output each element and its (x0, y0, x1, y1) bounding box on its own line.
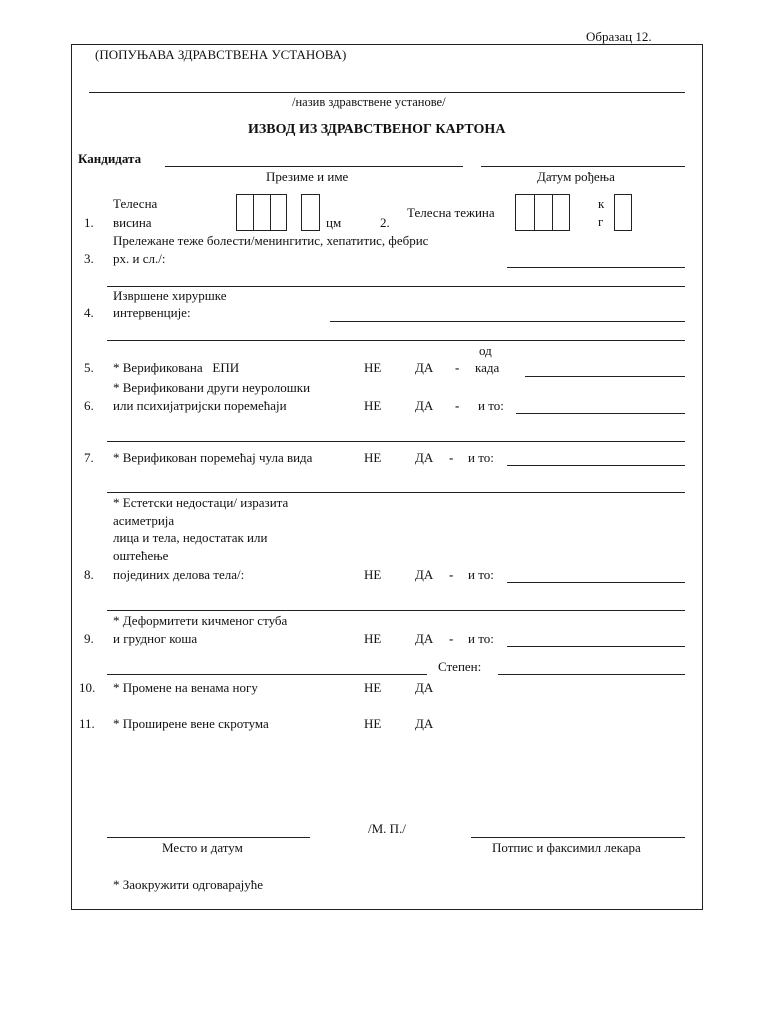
item-6-label-line1: * Верификовани други неуролошки (113, 380, 311, 395)
footnote: * Заокружити одговарајуће (113, 877, 263, 892)
candidate-name-field[interactable] (165, 166, 463, 167)
item-7-yes[interactable]: ДА (415, 450, 434, 465)
item-8-label-line1: * Естетски недостаци/ изразита (113, 495, 289, 510)
filled-by-label: (ПОПУЊАВА ЗДРАВСТВЕНА УСТАНОВА) (95, 47, 347, 62)
item-9-field-2[interactable] (107, 674, 427, 675)
item-3-field-2[interactable] (107, 286, 685, 287)
item-6-dash: - (455, 398, 460, 413)
item-4-label-line1: Извршене хируршке (113, 288, 227, 303)
item-2-label: Телесна тежина (407, 205, 495, 220)
item-8-label-line3: лица и тела, недостатак или (113, 530, 268, 545)
item-4-label-line2: интервенције: (113, 305, 191, 320)
item-9-label-line1: * Деформитети кичменог стуба (113, 613, 288, 628)
item-11-yes[interactable]: ДА (415, 716, 434, 731)
item-9-no[interactable]: НЕ (364, 631, 382, 646)
item-9-label-line2: и грудног коша (113, 631, 198, 646)
item-4-field[interactable] (330, 321, 685, 322)
item-6-label-line2: или психијатријски поремећаји (113, 398, 287, 413)
item-5-no[interactable]: НЕ (364, 360, 382, 375)
item-7-no[interactable]: НЕ (364, 450, 382, 465)
item-8-dash: - (449, 567, 454, 582)
form-title: ИЗВОД ИЗ ЗДРАВСТВЕНОГ КАРТОНА (248, 122, 506, 137)
item-9-and-that: и то: (468, 631, 494, 646)
name-caption: Презиме и име (266, 169, 349, 184)
item-5-number: 5. (84, 360, 94, 375)
item-6-yes[interactable]: ДА (415, 398, 434, 413)
item-6-field[interactable] (516, 413, 685, 414)
item-1-label-line2: висина (113, 215, 152, 230)
item-5-label: * Верификована ЕПИ (113, 360, 240, 375)
item-7-number: 7. (84, 450, 94, 465)
item-6-field-2[interactable] (107, 441, 685, 442)
item-3-label-line1: Прележане теже болести/менингитис, хепатитис, фебрис (113, 233, 429, 248)
weight-extra-box[interactable] (614, 194, 632, 231)
dob-caption: Датум рођења (537, 169, 615, 184)
item-8-yes[interactable]: ДА (415, 567, 434, 582)
item-4-number: 4. (84, 305, 94, 320)
item-9-dash: - (449, 631, 454, 646)
item-2-number: 2. (380, 215, 390, 230)
item-5-since-line2: када (475, 360, 500, 375)
item-8-field[interactable] (507, 582, 685, 583)
item-1-number: 1. (84, 215, 94, 230)
item-4-field-2[interactable] (107, 340, 685, 341)
item-5-yes[interactable]: ДА (415, 360, 434, 375)
item-7-field-2[interactable] (107, 492, 685, 493)
item-1-unit: цм (326, 215, 342, 230)
place-date-caption: Место и датум (162, 840, 243, 855)
item-3-field[interactable] (507, 267, 685, 268)
item-7-label: * Верификован поремећај чула вида (113, 450, 313, 465)
stamp-label: /М. П./ (368, 821, 406, 836)
item-8-label-line5: појединих делова тела/: (113, 567, 245, 582)
item-7-and-that: и то: (468, 450, 494, 465)
item-10-no[interactable]: НЕ (364, 680, 382, 695)
item-3-label-line2: рх. и сл./: (113, 251, 166, 266)
candidate-label: Кандидата (78, 151, 142, 166)
height-extra-box[interactable] (301, 194, 320, 231)
item-2-unit-g: г (598, 214, 604, 229)
signature-caption: Потпис и факсимил лекара (492, 840, 641, 855)
item-9-number: 9. (84, 631, 94, 646)
item-2-unit-k: к (598, 196, 605, 211)
item-1-label-line1: Телесна (113, 196, 158, 211)
item-7-field[interactable] (507, 465, 685, 466)
height-digit-boxes[interactable] (236, 194, 287, 231)
form-number: Образац 12. (586, 29, 652, 44)
institution-caption: /назив здравствене установе/ (292, 95, 446, 109)
item-6-no[interactable]: НЕ (364, 398, 382, 413)
item-9-yes[interactable]: ДА (415, 631, 434, 646)
item-8-no[interactable]: НЕ (364, 567, 382, 582)
item-10-label: * Промене на венама ногу (113, 680, 258, 695)
item-8-and-that: и то: (468, 567, 494, 582)
institution-name-field[interactable] (89, 92, 685, 93)
item-5-dash: - (455, 360, 460, 375)
weight-digit-boxes[interactable] (515, 194, 570, 231)
item-8-field-2[interactable] (107, 610, 685, 611)
item-8-number: 8. (84, 567, 94, 582)
item-8-label-line2: асиметрија (113, 513, 175, 528)
item-10-yes[interactable]: ДА (415, 680, 434, 695)
item-6-number: 6. (84, 398, 94, 413)
item-9-degree-field[interactable] (498, 674, 685, 675)
item-10-number: 10. (79, 680, 96, 695)
item-7-dash: - (449, 450, 454, 465)
item-11-label: * Проширене вене скротума (113, 716, 269, 731)
item-3-number: 3. (84, 251, 94, 266)
place-date-field[interactable] (107, 837, 310, 838)
item-5-field[interactable] (525, 376, 685, 377)
item-9-field[interactable] (507, 646, 685, 647)
signature-field[interactable] (471, 837, 685, 838)
item-9-degree-label: Степен: (438, 659, 482, 674)
item-11-no[interactable]: НЕ (364, 716, 382, 731)
candidate-dob-field[interactable] (481, 166, 685, 167)
item-8-label-line4: оштећење (113, 548, 169, 563)
item-5-since-line1: од (479, 343, 492, 358)
item-11-number: 11. (79, 716, 95, 731)
item-6-and-that: и то: (478, 398, 504, 413)
